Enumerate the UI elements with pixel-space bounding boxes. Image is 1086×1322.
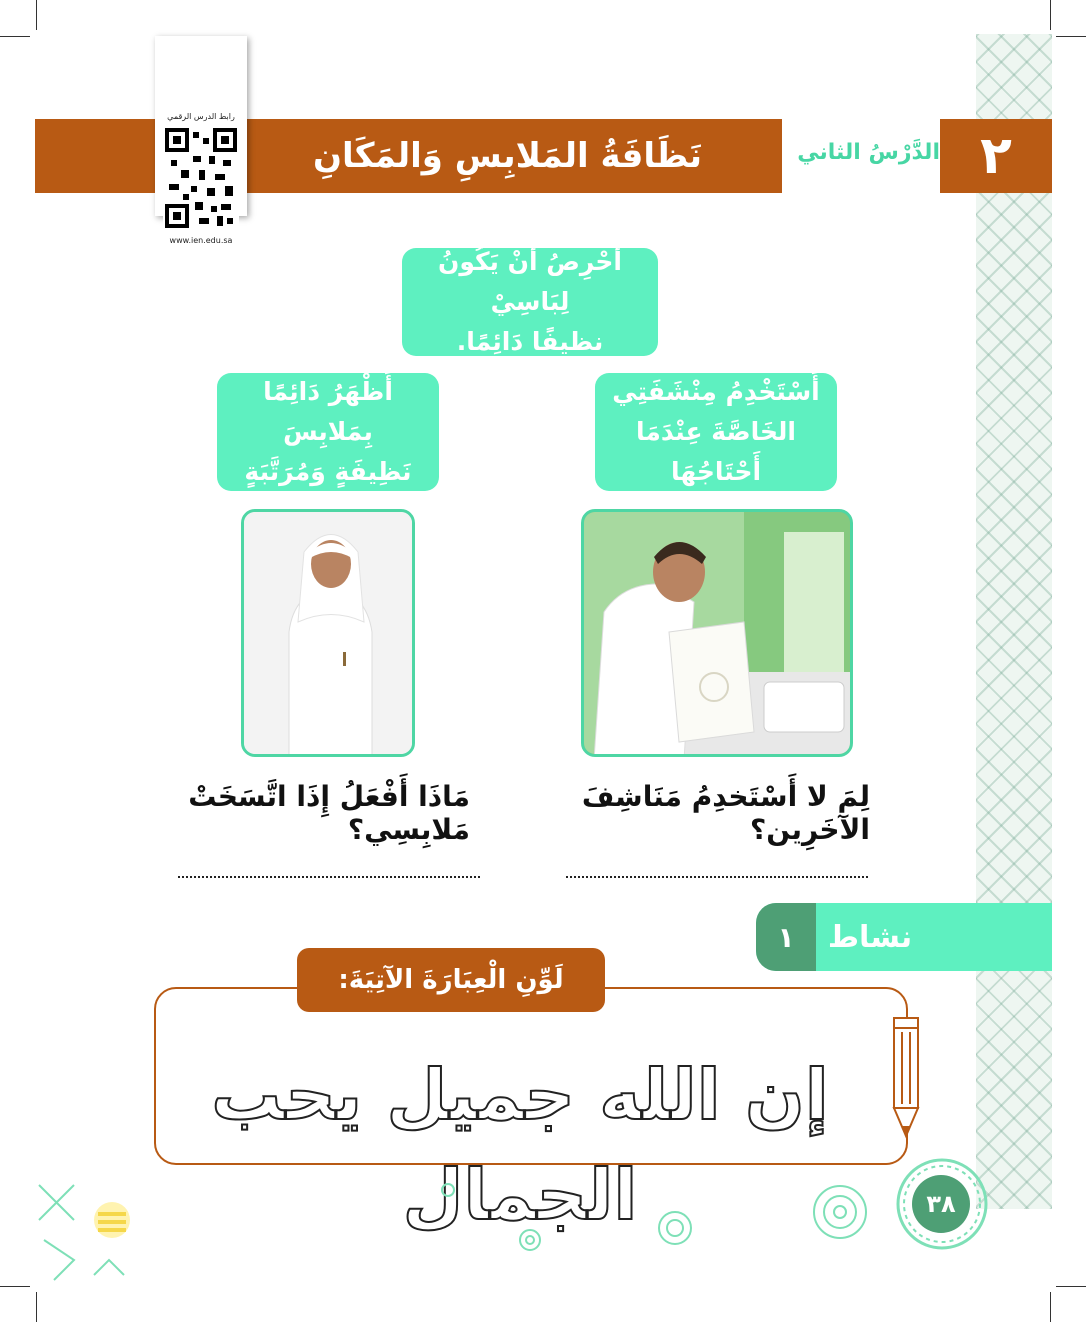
- page-number: ٣٨: [926, 1190, 956, 1218]
- crop-mark: [1056, 1286, 1086, 1287]
- coloring-phrase[interactable]: إن الله جميل يحب الجمال: [211, 1054, 829, 1236]
- page-number-badge: [912, 1175, 970, 1233]
- question-right: لِمَ لا أَسْتَخدِمُ مَنَاشِفَ الآخَرِين؟: [581, 780, 870, 846]
- lesson-number-badge: [940, 119, 1052, 193]
- decorative-pattern-strip: [976, 34, 1052, 1209]
- statement-top-line1: أَحْرِصُ أَنْ يَكُونُ لِبَاسِيْ: [437, 247, 623, 316]
- photo-boy-clean-clothes: [241, 509, 415, 757]
- activity-number-badge: [756, 903, 816, 971]
- question-left: مَاذَا أَفْعَلُ إِذَا اتَّسَخَتْ مَلابِسِي؟: [188, 780, 470, 846]
- decorative-corner-logo: [34, 1180, 144, 1290]
- boy-towel-illustration: [584, 512, 853, 757]
- crop-mark: [1050, 1292, 1051, 1322]
- lesson-label: الدَّرْسُ الثاني: [797, 140, 940, 165]
- statement-box-top: [402, 248, 658, 356]
- crop-mark: [1050, 0, 1051, 30]
- qr-url[interactable]: www.ien.edu.sa: [169, 236, 233, 245]
- statement-left-line2: نَظِيفَةٍ وَمُرَتَّبَةٍ: [244, 457, 412, 486]
- boy-standing-illustration: [244, 512, 415, 757]
- activity-instruction: لَوِّنِ الْعِبَارَةَ الآتِيَةَ:: [297, 948, 605, 1012]
- qr-label: رابط الدرس الرقمي: [167, 112, 235, 121]
- statement-right-line1: أَسْتَخْدِمُ مِنْشَفَتِي: [612, 377, 820, 406]
- answer-line-left[interactable]: [178, 876, 480, 878]
- crop-mark: [0, 36, 30, 37]
- activity-number: ١: [777, 920, 795, 954]
- activity-label: نشاط: [827, 919, 913, 955]
- photo-boy-with-towel: [581, 509, 853, 757]
- crop-mark: [36, 0, 37, 30]
- statement-top-line2: نظيفًا دَائِمًا.: [456, 327, 604, 356]
- qr-card[interactable]: [155, 36, 247, 245]
- statement-right-line2: الخَاصَّةَ عِنْدَمَا أَحْتَاجُهَا: [636, 417, 796, 486]
- crop-mark: [1056, 36, 1086, 37]
- answer-line-right[interactable]: [566, 876, 868, 878]
- statement-left-line1: أَظْهَرُ دَائِمًا بِمَلابِسَ: [263, 377, 393, 446]
- qr-code-icon[interactable]: [163, 126, 239, 230]
- page-title: نَظَافَةُ المَلابِسِ وَالمَكَانِ: [313, 136, 702, 176]
- lesson-number: ٢: [980, 126, 1012, 186]
- crop-mark: [36, 1292, 37, 1322]
- statement-box-left: [217, 373, 439, 491]
- crop-mark: [0, 1286, 30, 1287]
- statement-box-right: [595, 373, 837, 491]
- lesson-title-band: [35, 119, 782, 193]
- pencil-icon: [888, 1012, 924, 1142]
